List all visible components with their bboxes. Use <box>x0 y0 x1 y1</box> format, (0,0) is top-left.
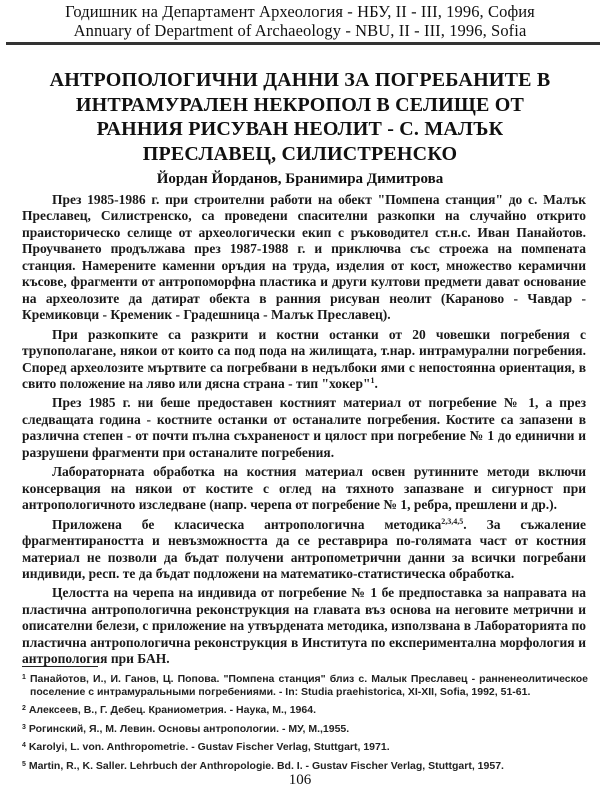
paragraph: През 1985 г. ни беше предоставен костният материал от погребение № 1, а през следващата година - костните останки от останалите погребения. Костите са запазени в различна степен - от почти пълна съхраненост и цялост при погребение № 1 до единични и разрушени фрагменти при останалите погребения. <box>22 395 586 460</box>
footnote-ref[interactable]: 1 <box>370 375 375 385</box>
running-header <box>0 2 600 40</box>
footnote: $^3$ Рогинский, Я., М. Левин. Основы антропологии. - МУ, М.,1955. <box>22 722 350 735</box>
footnote: $^5$ Martin, R., K. Saller. Lehrbuch der Anthropologie. Bd. I. - Gustav Fischer Verlag, Stuttgart, 1957. <box>22 759 504 772</box>
footnotes <box>22 673 588 778</box>
paragraph: През 1985-1986 г. при строителни работи на обект "Помпена станция" до с. Малък Преславец, Силистренско, са проведени спасителни разкопки на случайно открито праисторическо селище от археологически екип с ръководител ст.н.с. Иван Панайотов. Проучването продължава през 1987-1988 г. и приключва със строежа на помпената станция. Намерените каменни оръдия на труда, изделия от кост, множество керамични късове, фрагменти от антропоморфна пластика и други култови предмети дават основание на археолозите да датират обекта в ранния рисуван неолит (Караново - Чавдар - Кремиковци - Кременик - Градешница - Малък Преславец). <box>22 192 586 323</box>
page-number: 106 <box>288 772 312 788</box>
header-line-english: Annuary of Department of Archaeology - NBU, II - III, 1996, Sofia <box>73 21 527 40</box>
footnote: $^2$ Алексеев, В., Г. Дебец. Краниометрия. - Наука, М., 1964. <box>22 704 316 716</box>
header-rule <box>6 42 600 45</box>
article-title <box>20 68 580 166</box>
title-line: ПРЕСЛАВЕЦ, СИЛИСТРЕНСКО <box>142 142 458 165</box>
footnote: $^1$ Панайотов, И., И. Ганов, Ц. Попова. "Помпена станция" близ с. Малык Преславец - ранненеолитическое поселение с интрамуральными погребениями. - In: Studia praehistorica, XI-XII, Sofia, 1992, 51-61. <box>22 673 588 698</box>
title-line: АНТРОПОЛОГИЧНИ ДАННИ ЗА ПОГРЕБАНИТЕ В <box>49 69 551 91</box>
title-line: РАННИЯ РИСУВАН НЕОЛИТ - С. МАЛЪК <box>96 118 504 140</box>
paragraph: Целостта на черепа на индивида от погребение № 1 бе предпоставка за направата на пластична антропологична реконструкция на главата въз основа на неговите метрични и описателни белези, с приложение на утвърдената методика, използвана в Лабораторията по пластична антропологична реконструкция в Института по експериментална морфология и антропология при БАН. <box>22 585 586 667</box>
article-authors: Йордан Йорданов, Бранимира Димитрова <box>156 171 444 187</box>
footnote-rule <box>22 666 98 667</box>
paragraph: Лабораторната обработка на костния материал освен рутинните методи включи консервация на някои от костите с оглед на тяхното запазване и сигурност при антропологичното изследване (напр. черепа от погребение № 1, ребра, прешлени и др.). <box>22 464 586 513</box>
footnote-ref[interactable]: 2,3,4,5 <box>441 516 464 526</box>
paragraph: При разкопките са разкрити и костни останки от 20 човешки погребения с трупополагане, някои от които са под пода на жилищата, т.нар. интрамурални погребения. Според археолозите мъртвите са погребвани в недълбоки ями с непостоянна ориентация, в свито положение на ляво или дясна страна - тип "хокер"$^1$. <box>22 326 586 391</box>
footnote: $^4$ Karolyi, L. von. Anthropometrie. - Gustav Fischer Verlag, Stuttgart, 1971. <box>22 741 390 753</box>
article-body <box>22 192 586 671</box>
header-line-bulgarian: Годишник на Департамент Археология - НБУ, II - III, 1996, София <box>65 2 535 21</box>
paragraph: Приложена бе класическа антропологична методика$^{2,3,4,5}$. За съжаление фрагментираността и невъзможността да се реставрира по-голямата част от костния материал не позволи да бъдат получени антропометрични данни за всички погребани индивиди, респ. те да бъдат подложени на математико-статистическа обработка. <box>22 516 586 581</box>
title-line: ИНТРАМУРАЛЕН НЕКРОПОЛ В СЕЛИЩЕ ОТ <box>75 93 525 116</box>
